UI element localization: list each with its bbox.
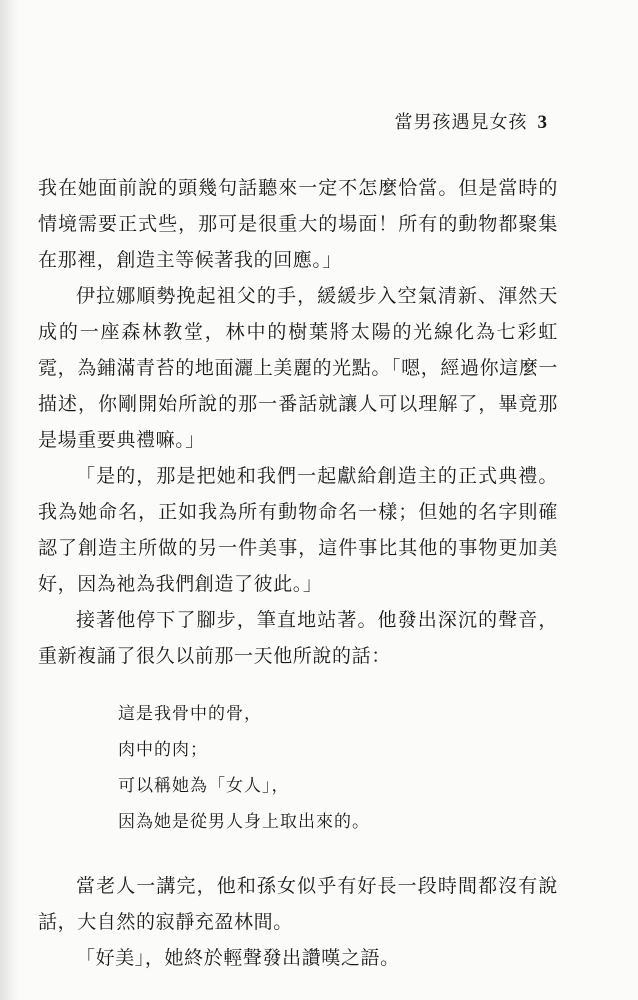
verse-block [38,696,558,840]
paragraph: 當老人一講完，他和孫女似乎有好長一段時間都沒有說話，大自然的寂靜充盈林間。 [38,875,558,933]
page-number: 3 [537,112,548,133]
verse-line: 可以稱她為「女人」， [118,776,290,796]
verse-line: 肉中的肉； [118,740,208,760]
paragraph: 我在她面前說的頭幾句話聽來一定不怎麼恰當。但是當時的情境需要正式些，那可是很重大的場面！所有的動物都聚集在那裡，創造主等候著我的回應。」 [38,177,558,271]
scan-edge-shadow [0,0,18,1000]
paragraph: 接著他停下了腳步，筆直地站著。他發出深沉的聲音，重新複誦了很久以前那一天他所說的話： [38,609,558,667]
paragraph: 伊拉娜順勢挽起祖父的手，緩緩步入空氣清新、渾然天成的一座森林教堂，林中的樹葉將太陽的光線化為七彩虹霓，為鋪滿青苔的地面灑上美麗的光點。「嗯，經過你這麼一描述，你剛開始所說的那一番話就讓人可以理解了，畢竟那是場重要典禮嘛。」 [38,285,558,451]
chapter-title: 當男孩遇見女孩 [394,112,528,133]
body-text [38,170,558,976]
paragraph: 「好美」，她終於輕聲發出讚嘆之語。 [76,947,400,969]
paragraph: 「是的，那是把她和我們一起獻給創造主的正式典禮。我為她命名，正如我為所有動物命名一樣；但她的名字則確認了創造主所做的另一件美事，這件事比其他的事物更加美好，因為祂為我們創造了彼此。」 [38,465,558,595]
verse-line: 這是我骨中的骨， [118,704,262,724]
verse-line: 因為她是從男人身上取出來的。 [118,812,370,832]
running-header [395,108,549,134]
